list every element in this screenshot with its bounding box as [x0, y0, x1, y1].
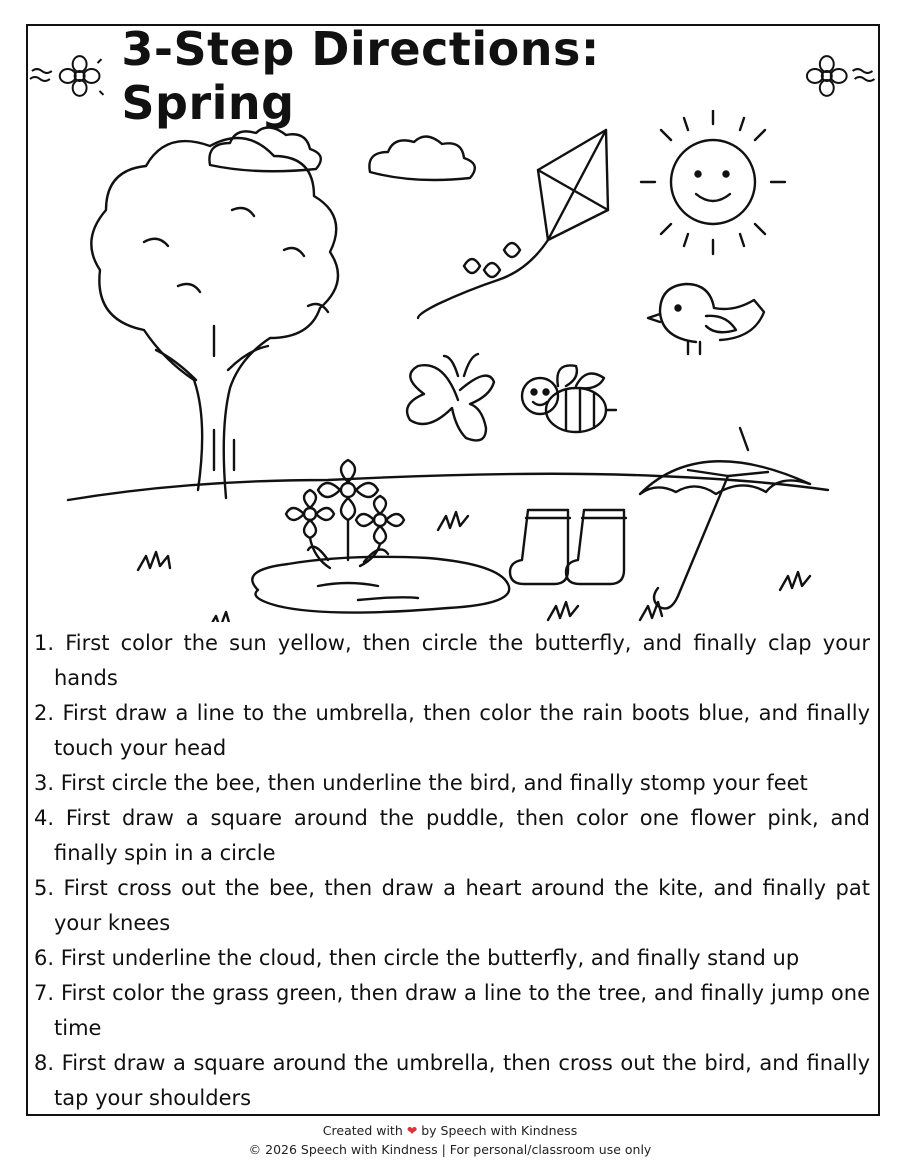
direction-number: 8. [34, 1051, 55, 1075]
direction-text: First underline the cloud, then circle the butterfly, and finally stand up [60, 946, 800, 970]
direction-number: 6. [34, 946, 55, 970]
cloud-icon [369, 136, 474, 180]
rain-boots-icon [510, 510, 626, 584]
direction-item [34, 696, 870, 766]
footer-created-suffix: by Speech with Kindness [421, 1123, 578, 1138]
page-title: 3-Step Directions: Spring [121, 22, 600, 130]
butterfly-icon [407, 354, 494, 440]
direction-text: First draw a square around the puddle, then color one flower pink, and finally spin in a circle [54, 806, 870, 865]
direction-text: First color the grass green, then draw a line to the tree, and finally jump one time [54, 981, 870, 1040]
sun-icon [641, 110, 785, 254]
direction-number: 3. [34, 771, 55, 795]
bee-icon [522, 365, 616, 432]
footer-credit [0, 1121, 900, 1140]
direction-item [34, 626, 870, 696]
kite-icon [418, 130, 608, 318]
direction-item [34, 766, 870, 801]
directions-list [34, 626, 870, 1116]
direction-item [34, 1046, 870, 1116]
direction-number: 7. [34, 981, 55, 1005]
worksheet-frame [26, 24, 880, 1116]
direction-item [34, 941, 870, 976]
footer-copyright: © 2026 Speech with Kindness | For personal/classroom use only [248, 1142, 652, 1157]
puddle-icon [252, 557, 509, 613]
direction-text: First draw a square around the umbrella, then cross out the bird, and finally tap your shoulders [54, 1051, 870, 1110]
tree-icon [91, 138, 338, 498]
direction-text: First circle the bee, then underline the bird, and finally stomp your feet [60, 771, 808, 795]
direction-text: First draw a line to the umbrella, then color the rain boots blue, and finally touch your head [54, 701, 870, 760]
spring-scene-illustration [28, 110, 878, 622]
direction-item [34, 871, 870, 941]
direction-number: 4. [34, 806, 55, 830]
direction-text: First color the sun yellow, then circle the butterfly, and finally clap your hands [54, 631, 870, 690]
direction-number: 5. [34, 876, 55, 900]
footer-created-prefix: Created with [322, 1123, 403, 1138]
bird-icon [648, 284, 764, 354]
direction-number: 2. [34, 701, 55, 725]
title-row [28, 22, 878, 130]
heart-icon: ❤ [406, 1123, 418, 1138]
flower-decoration-right-icon [799, 51, 878, 101]
footer [0, 1121, 900, 1159]
direction-number: 1. [34, 631, 55, 655]
flower-decoration-left-icon [28, 51, 107, 101]
direction-text: First cross out the bee, then draw a heart around the kite, and finally pat your knees [54, 876, 870, 935]
direction-item [34, 801, 870, 871]
direction-item [34, 976, 870, 1046]
